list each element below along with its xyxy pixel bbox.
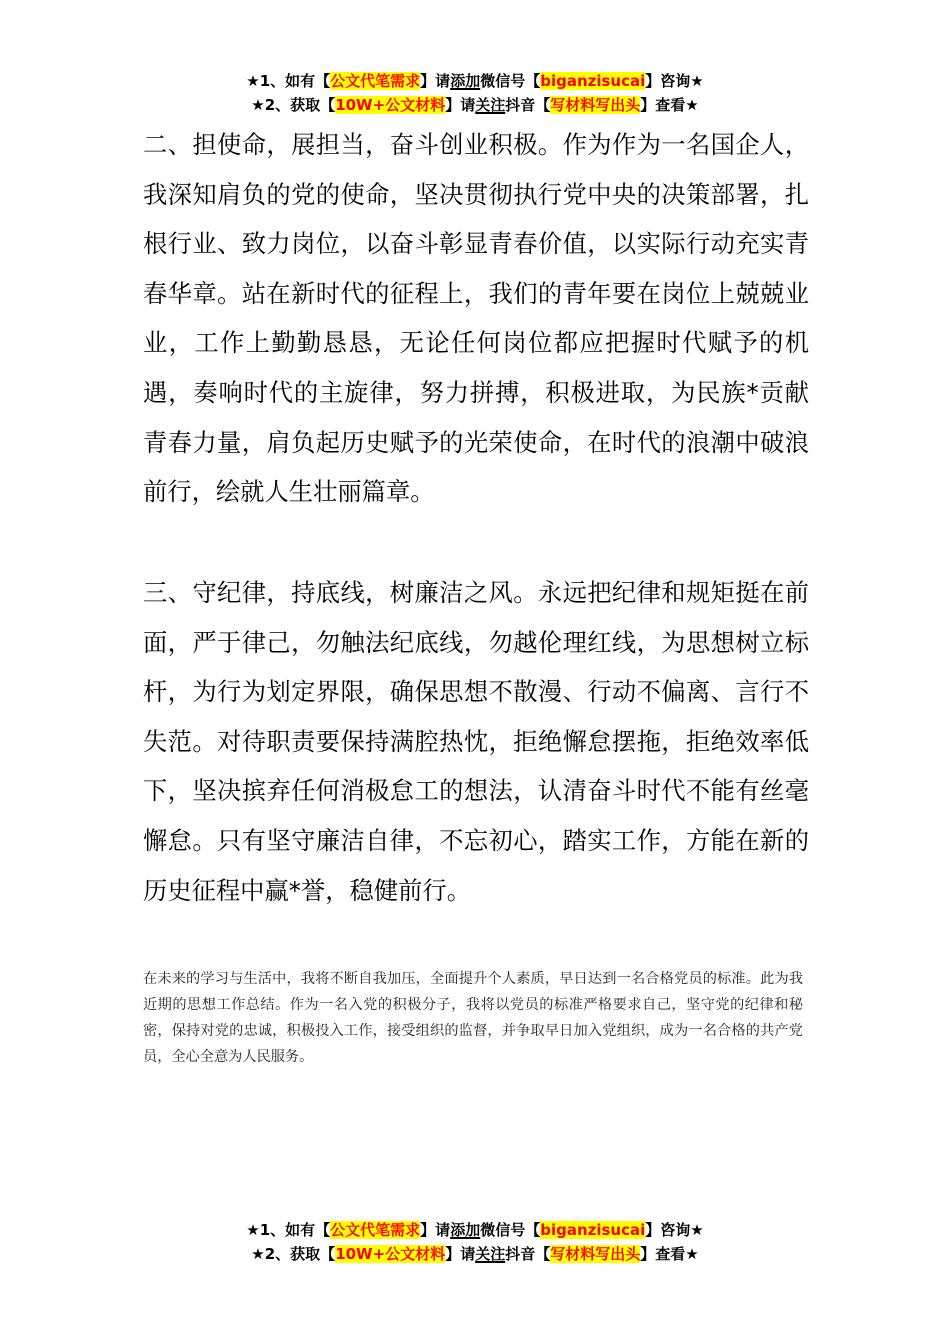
banner-text: 】查看★: [640, 96, 699, 114]
underlined-text: 关注: [475, 96, 506, 114]
paragraph-closing: 在未来的学习与生活中，我将不断自我加压，全面提升个人素质，早日达到一名合格党员的标准。此为我近期的思想工作总结。作为一名入党的积极分子，我将以党员的标准严格要求自己，坚守党的纪律和秘密，保持对党的忠诚，积极投入工作，接受组织的监督，并争取早日加入党组织，成为一名合格的共产党员，全心全意为人民服务。: [143, 971, 803, 1065]
paragraph-discipline: 三、守纪律，持底线，树廉洁之风。永远把纪律和规矩挺在前面，严于律己，勿触法纪底线，勿越伦理红线，为思想树立标杆，为行为划定界限，确保思想不散漫、行动不偏离、言行不失范。对待职责要保持满腔热忱，拒绝懈怠摆拖，拒绝效率低下，坚决摈弃任何消极怠工的想法，认清奋斗时代不能有丝毫懈怠。只有坚守廉洁自律，不忘初心，踏实工作，方能在新的历史征程中赢*誉，稳健前行。: [143, 578, 809, 905]
banner-line-2: [0, 93, 950, 117]
footer-banner: [0, 1218, 950, 1266]
underlined-text: 关注: [475, 1245, 506, 1263]
header-banner: [0, 69, 950, 117]
banner-text: ★1、如有【: [246, 1221, 331, 1239]
banner-text: 】咨询★: [645, 72, 704, 90]
banner-text: 】查看★: [640, 1245, 699, 1263]
highlight-text: 10W+公文材料: [335, 96, 446, 114]
highlight-text: 10W+公文材料: [335, 1245, 446, 1263]
banner-text: 】请: [420, 1221, 451, 1239]
highlight-text: 写材料写出头: [550, 96, 641, 114]
highlight-text: 公文代笔需求: [330, 1221, 421, 1239]
banner-text: 抖音【: [505, 96, 551, 114]
banner-text: 】请: [420, 72, 451, 90]
banner-text: ★2、获取【: [251, 96, 336, 114]
banner-text: 】请: [445, 1245, 476, 1263]
banner-line-1: [0, 69, 950, 93]
banner-text: 】咨询★: [645, 1221, 704, 1239]
highlight-text: 写材料写出头: [550, 1245, 641, 1263]
banner-text: 抖音【: [505, 1245, 551, 1263]
banner-line-2: [0, 1242, 950, 1266]
highlight-text: biganzisucai: [540, 72, 646, 90]
highlight-text: biganzisucai: [540, 1221, 646, 1239]
banner-text: 】请: [445, 96, 476, 114]
banner-text: ★1、如有【: [246, 72, 331, 90]
underlined-text: 添加: [450, 1221, 481, 1239]
highlight-text: 公文代笔需求: [330, 72, 421, 90]
paragraph-duty: 二、担使命，展担当，奋斗创业积极。作为作为一名国企人，我深知肩负的党的使命，坚决贯彻执行党中央的决策部署，扎根行业、致力岗位，以奋斗彰显青春价值，以实际行动充实青春华章。站在新时代的征程上，我们的青年要在岗位上兢兢业业，工作上勤勤恳恳，无论任何岗位都应把握时代赋予的机遇，奏响时代的主旋律，努力拼搏，积极进取，为民族*贡献青春力量，肩负起历史赋予的光荣使命，在时代的浪潮中破浪前行，绘就人生壮丽篇章。: [143, 130, 809, 507]
banner-text: 微信号【: [480, 72, 541, 90]
banner-text: ★2、获取【: [251, 1245, 336, 1263]
banner-text: 微信号【: [480, 1221, 541, 1239]
banner-line-1: [0, 1218, 950, 1242]
underlined-text: 添加: [450, 72, 481, 90]
